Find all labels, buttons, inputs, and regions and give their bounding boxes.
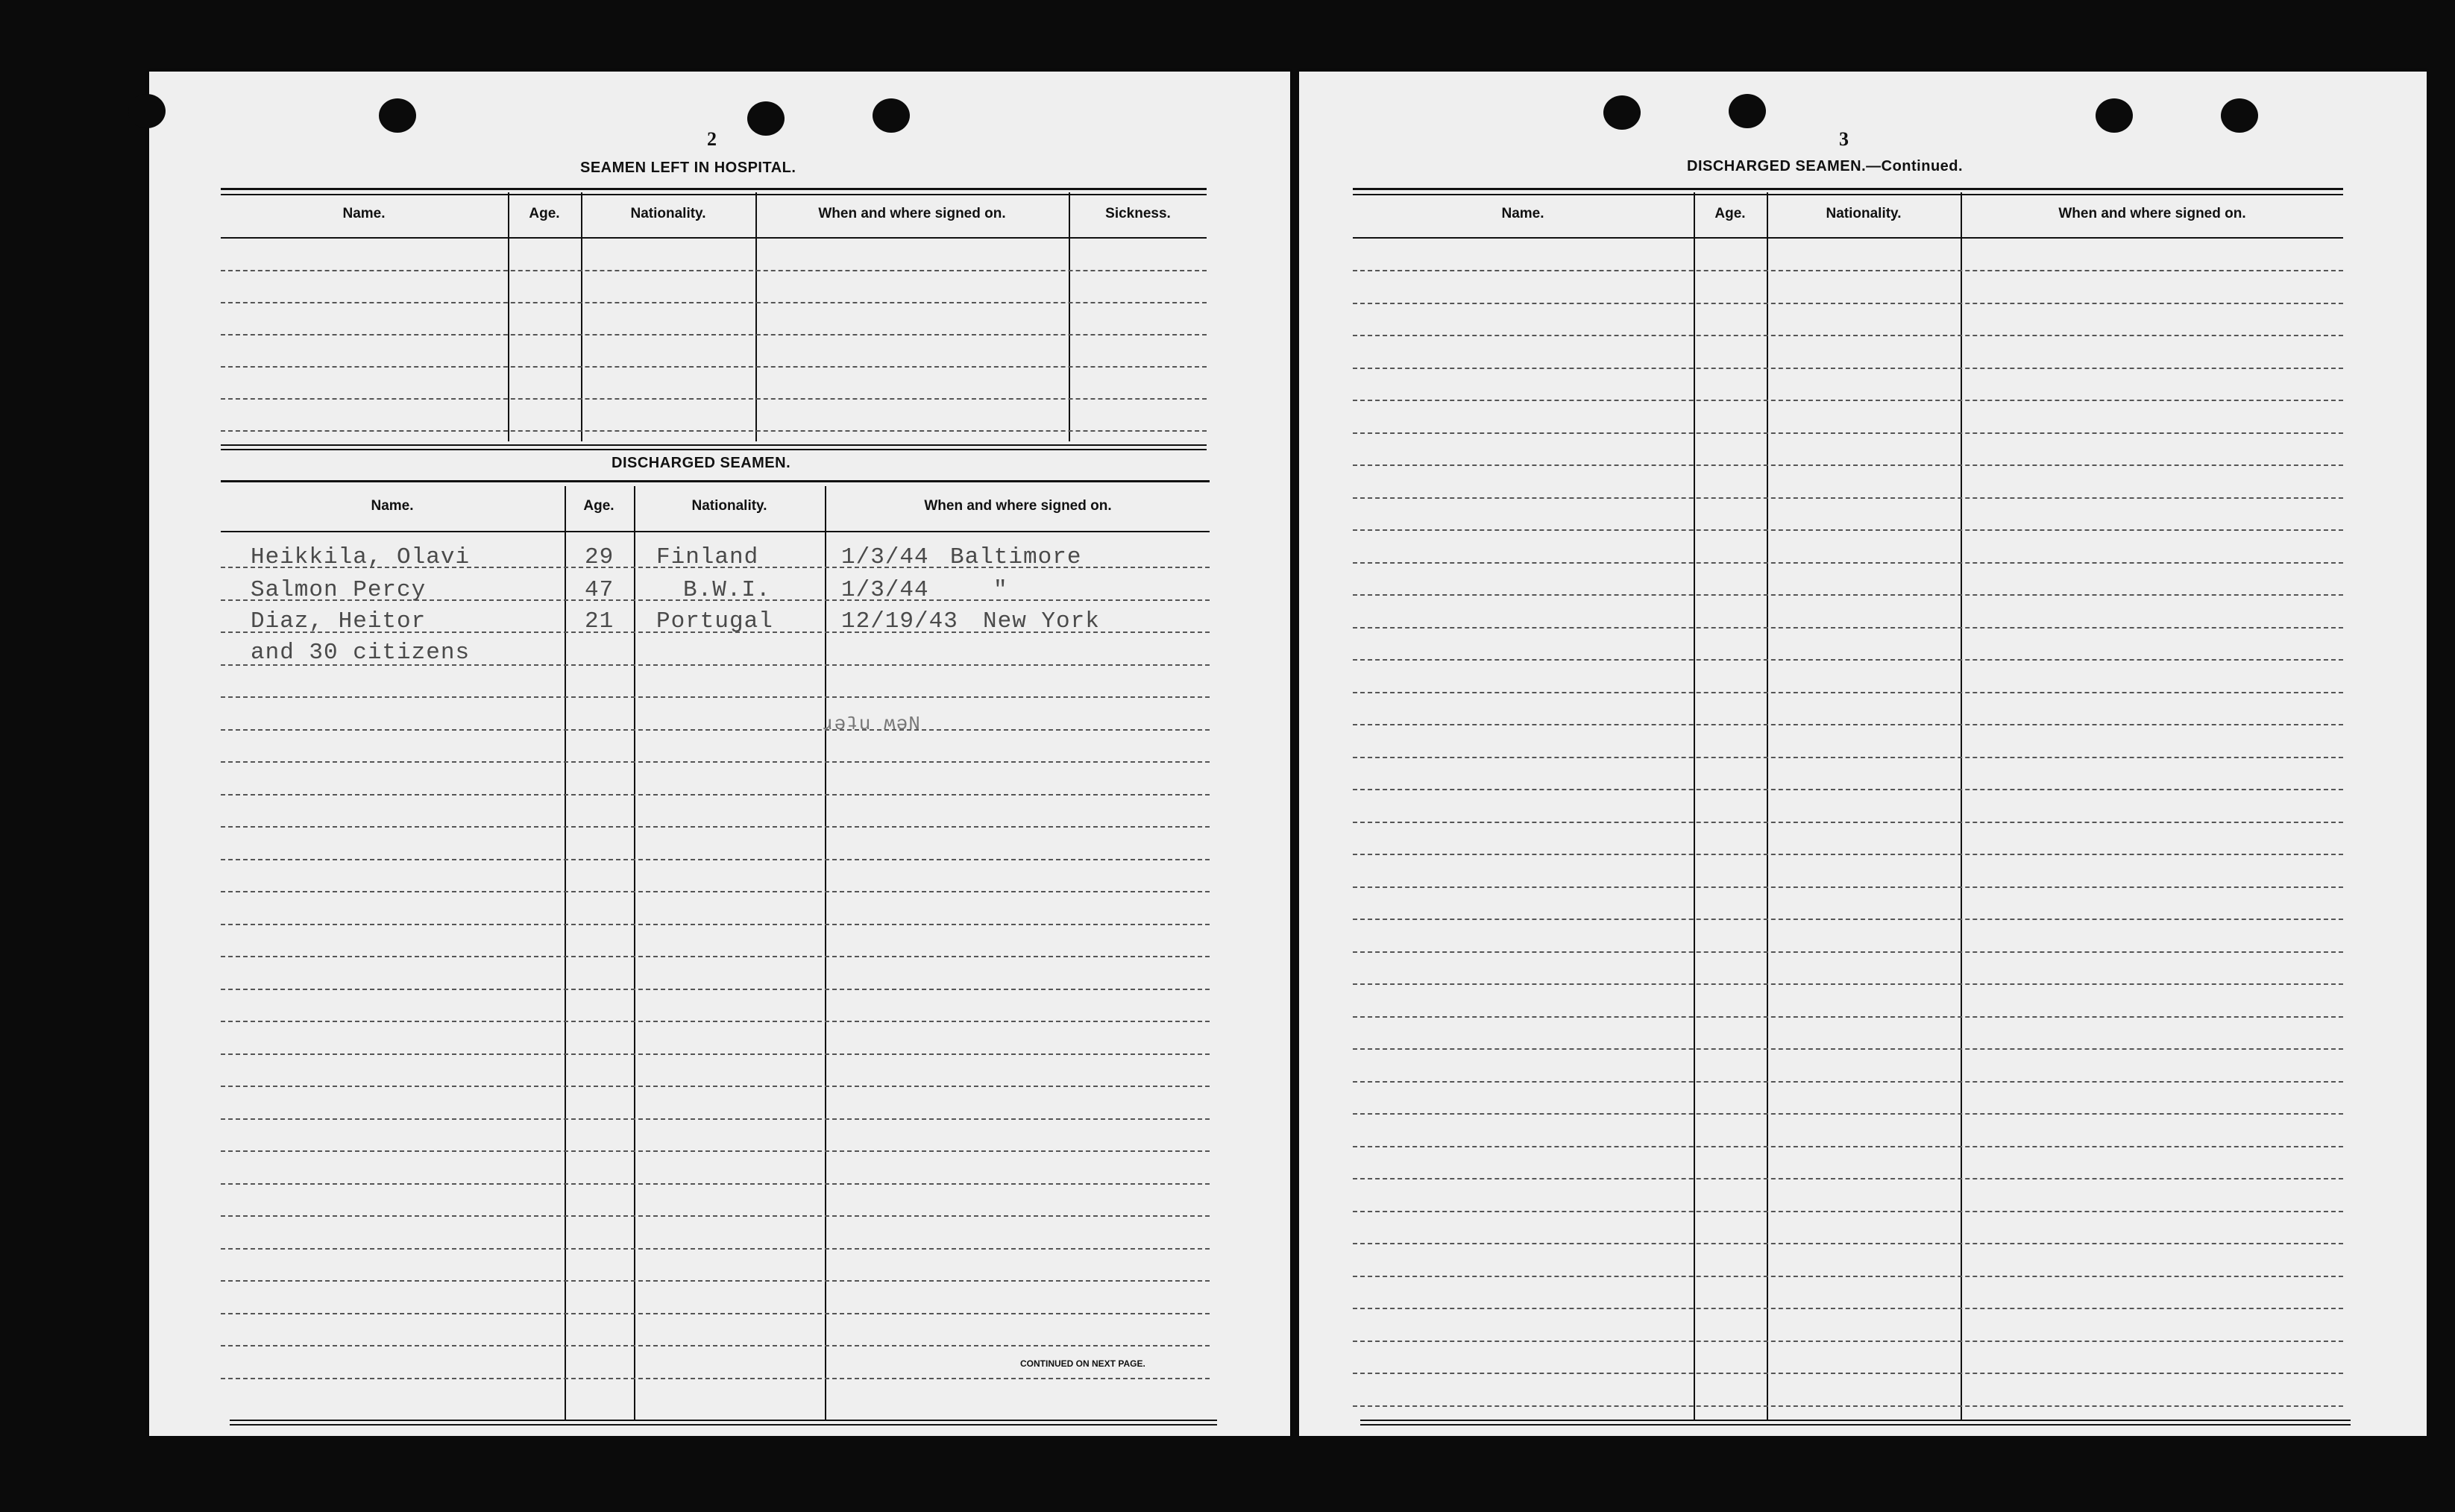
ruled-line [221,891,1210,892]
table-rule [1353,188,2343,190]
ruled-line [1353,594,2343,596]
ruled-line [221,1248,1210,1250]
signed-on-date: 1/3/44 [841,577,929,603]
seaman-age: 47 [585,577,614,603]
signed-on-date: 1/3/44 [841,544,929,570]
ruled-line [1353,1405,2343,1407]
ruled-line [1353,432,2343,434]
column-divider [508,192,509,441]
col-header-name: Name. [342,206,386,221]
column-divider [1767,192,1768,1420]
table-rule [230,1420,1217,1421]
hospital-section-title: SEAMEN LEFT IN HOSPITAL. [580,160,796,176]
ruled-line [1353,368,2343,369]
ruled-line [221,924,1210,925]
ruled-line [1353,1341,2343,1342]
table-rule [221,188,1207,190]
ruled-line [1353,400,2343,401]
header-rule [221,237,1207,239]
ruled-line [1353,1276,2343,1277]
section-title: DISCHARGED SEAMEN.—Continued. [1687,158,1964,174]
punch-hole [2096,98,2133,133]
ruled-line [221,1118,1210,1120]
col-header-age: Age. [583,498,614,514]
ruled-line [1353,1178,2343,1179]
column-divider [581,192,582,441]
col-header-signed-on: When and where signed on. [818,206,1006,221]
left-page [149,72,1290,1436]
punch-hole [128,94,166,128]
ruled-line [1353,854,2343,855]
table-rule [221,449,1207,450]
ruled-line [221,1021,1210,1022]
table-rule [1353,194,2343,195]
header-rule [221,531,1210,532]
ruled-line [221,302,1207,303]
ruled-line [1353,335,2343,336]
seaman-age: 21 [585,608,614,634]
signed-on-date: 12/19/43 [841,608,958,634]
stamp-text: ɹəʇu ʍəN [822,713,921,735]
ruled-line [1353,497,2343,499]
col-header-nationality: Nationality. [630,206,706,221]
ruled-line [221,859,1210,860]
column-divider [1961,192,1962,1420]
ruled-line [221,956,1210,957]
ruled-line [221,696,1210,698]
col-header-name: Name. [371,498,414,514]
ruled-line [221,1280,1210,1282]
ruled-line [1353,1113,2343,1115]
ruled-line [221,366,1207,368]
col-header-nationality: Nationality. [1826,206,1902,221]
ruled-line [221,398,1207,400]
signed-on-place: New York [983,608,1100,634]
ruled-line [1353,886,2343,888]
ruled-line [1353,464,2343,466]
col-header-age: Age. [529,206,560,221]
ruled-line [1353,562,2343,564]
punch-hole [747,101,785,136]
ruled-line [1353,789,2343,790]
ruled-line [221,1183,1210,1185]
discharged-section-title: DISCHARGED SEAMEN. [612,455,791,471]
seaman-age: 29 [585,544,614,570]
ruled-line [1353,692,2343,693]
ruled-line [1353,303,2343,304]
ruled-line [221,794,1210,796]
seaman-name: Heikkila, Olavi [251,544,471,570]
ruled-line [1353,724,2343,725]
ruled-line [221,1053,1210,1055]
ruled-line [1353,659,2343,661]
table-rule [1360,1424,2351,1426]
ruled-line [1353,951,2343,953]
punch-hole [2221,98,2258,133]
ruled-line [221,826,1210,828]
page-number: 3 [1839,128,1849,150]
punch-hole [1603,95,1641,130]
ruled-line [221,1215,1210,1217]
ruled-line [1353,1146,2343,1147]
ruled-line [1353,1308,2343,1309]
punch-hole [379,98,416,133]
seaman-name: and 30 citizens [251,640,471,666]
col-header-signed-on: When and where signed on. [2058,206,2246,221]
column-divider [1069,192,1070,441]
ruled-line [1353,822,2343,823]
table-rule [221,194,1207,195]
punch-hole [873,98,910,133]
ruled-line [1353,983,2343,985]
ruled-line [1353,270,2343,271]
seaman-name: Salmon Percy [251,577,427,603]
ruled-line [221,761,1210,763]
column-divider [1694,192,1695,1420]
ruled-line [221,1086,1210,1087]
footer-continued: CONTINUED ON NEXT PAGE. [1020,1358,1145,1369]
seaman-nationality: Finland [656,544,759,570]
seaman-name: Diaz, Heitor [251,608,427,634]
ruled-line [221,989,1210,990]
ruled-line [221,270,1207,271]
ruled-line [221,430,1207,432]
ruled-line [1353,919,2343,920]
ruled-line [1353,1081,2343,1083]
ruled-line [1353,1373,2343,1374]
col-header-name: Name. [1501,206,1544,221]
ruled-line [221,1345,1210,1346]
right-page [1299,72,2427,1436]
ruled-line [1353,1048,2343,1050]
ruled-line [1353,1243,2343,1244]
col-header-signed-on: When and where signed on. [924,498,1112,514]
col-header-age: Age. [1714,206,1746,221]
ruled-line [221,1150,1210,1152]
table-rule [221,480,1210,482]
col-header-nationality: Nationality. [691,498,767,514]
punch-hole [1729,94,1766,128]
ruled-line [1353,627,2343,629]
ruled-line [221,334,1207,336]
header-rule [1353,237,2343,239]
ruled-line [1353,1211,2343,1212]
col-header-sickness: Sickness. [1105,206,1171,221]
seaman-nationality: Portugal [656,608,773,634]
signed-on-place: Baltimore [950,544,1082,570]
table-rule [221,444,1207,446]
ruled-line [221,1313,1210,1314]
ruled-line [1353,529,2343,531]
ruled-line [1353,757,2343,758]
table-rule [1360,1420,2351,1421]
table-rule [230,1424,1217,1426]
ruled-line [221,1378,1210,1379]
column-divider [755,192,757,441]
seaman-nationality: B.W.I. [683,577,771,603]
page-number: 2 [707,128,717,150]
ruled-line [221,729,1210,731]
signed-on-place: " [993,577,1008,603]
ruled-line [1353,1016,2343,1018]
